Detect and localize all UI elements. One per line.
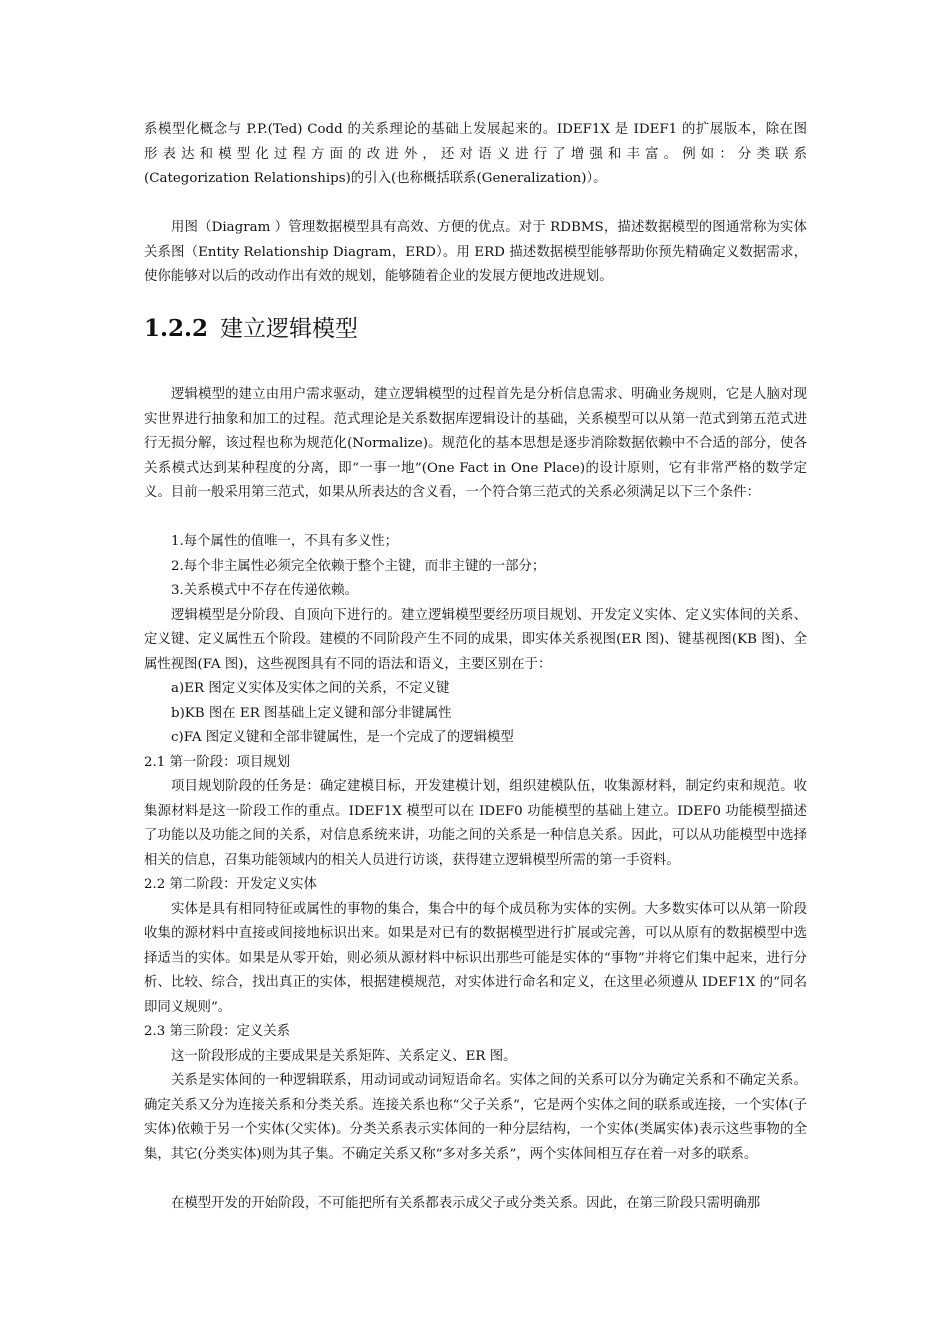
stage-2-title: 2.2 第二阶段：开发定义实体 — [144, 877, 317, 892]
intro-paragraph-1-line-1: 系模型化概念与 P.P.(Ted) Codd 的关系理论的基础上发展起来的。IDEF1X 是 IDEF1 的扩展版本，除在图 — [144, 122, 807, 137]
logic-paragraph-2: 逻辑模型是分阶段、自顶向下进行的。建立逻辑模型要经历项目规划、开发定义实体、定义实体间的关系、定义键、定义属性五个阶段。建模的不同阶段产生不同的成果，即实体关系视图(ER 图)、键基视图(KB 图)、全属性视图(FA 图)，这些视图具有不同的语法和语义，主要区别在于： — [144, 607, 807, 672]
intro-paragraph-1-line-2: 形表达和模型化过程方面的改进外，还对语义进行了增强和丰富。例如：分类联系 — [144, 146, 807, 162]
condition-item-3: 3.关系模式中不存在传递依赖。 — [171, 583, 358, 598]
stage-1-title: 2.1 第一阶段：项目规划 — [144, 754, 291, 770]
view-item-b: b)KB 图在 ER 图基础上定义键和部分非键属性 — [171, 705, 452, 721]
stage-3-body: 关系是实体间的一种逻辑联系，用动词或动词短语命名。实体之间的关系可以分为确定关系和不确定关系。确定关系又分为连接关系和分类关系。连接关系也称“父子关系”，它是两个实体之间的联系或连接，一个实体(子实体)依赖于另一个实体(父实体)。分类关系表示实体间的一种分层结构，一个实体(类属实体)表示这些事物的全集，其它(分类实体)则为其子集。不确定关系又称“多对多关系”，两个实体间相互存在着一对多的联系。 — [144, 1073, 807, 1162]
condition-item-2: 2.每个非主属性必须完全依赖于整个主键，而非主键的一部分； — [171, 558, 546, 574]
section-title: 建立逻辑模型 — [220, 316, 359, 342]
stage-3-summary: 这一阶段形成的主要成果是关系矩阵、关系定义、ER 图。 — [171, 1048, 517, 1064]
section-number: 1.2.2 — [144, 315, 209, 342]
stage-2-body: 实体是具有相同特征或属性的事物的集合，集合中的每个成员称为实体的实例。大多数实体可以从第一阶段收集的源材料中直接或间接地标识出来。如果是对已有的数据模型进行扩展或完善，可以从原有的数据模型中选择适当的实体。如果是从零开始，则必须从源材料中标识出那些可能是实体的“事物”并将它们集中起来，进行分析、比较、综合，找出真正的实体，根据建模规范，对实体进行命名和定义，在这里必须遵从 IDEF1X 的“同名即同义规则”。 — [144, 901, 807, 1015]
section-heading — [144, 312, 358, 346]
intro-paragraph-2: 用图（Diagram ）管理数据模型具有高效、方便的优点。对于 RDBMS，描述数据模型的图通常称为实体关系图（Entity Relationship Diagram，ERD）。用 ERD 描述数据模型能够帮助你预先精确定义数据需求，使你能够对以后的改动作出有效的规划，能够随着企业的发展方便地改进规划。 — [144, 220, 807, 284]
stage-1-body: 项目规划阶段的任务是：确定建模目标，开发建模计划，组织建模队伍，收集源材料，制定约束和规范。收集源材料是这一阶段工作的重点。IDEF1X 模型可以在 IDEF0 功能模型的基础上建立。IDEF0 功能模型描述了功能以及功能之间的关系，对信息系统来讲，功能之间的关系是一种信息关系。因此，可以从功能模型中选择相关的信息，召集功能领域内的相关人员进行访谈，获得建立逻辑模型所需的第一手资料。 — [144, 779, 807, 868]
stage-3-last-line: 在模型开发的开始阶段，不可能把所有关系都表示成父子或分类关系。因此，在第三阶段只需明确那 — [171, 1195, 761, 1211]
view-item-a: a)ER 图定义实体及实体之间的关系，不定义键 — [171, 681, 450, 696]
logic-paragraph-1: 逻辑模型的建立由用户需求驱动，建立逻辑模型的过程首先是分析信息需求、明确业务规则，它是人脑对现实世界进行抽象和加工的过程。范式理论是关系数据库逻辑设计的基础，关系模型可以从第一范式到第五范式进行无损分解，该过程也称为规范化(Normalize)。规范化的基本思想是逐步消除数据依赖中不合适的部分，使各关系模式达到某种程度的分离，即“一事一地”(One Fact in One Place)的设计原则，它有非常严格的数学定义。目前一般采用第三范式，如果从所表达的含义看，一个符合第三范式的关系必须满足以下三个条件： — [144, 387, 807, 500]
view-item-c: c)FA 图定义键和全部非键属性，是一个完成了的逻辑模型 — [171, 730, 514, 745]
condition-item-1: 1.每个属性的值唯一，不具有多义性； — [171, 534, 399, 549]
intro-paragraph-1-line-3: (Categorization Relationships)的引入(也称概括联系(Generalization)）。 — [144, 171, 607, 186]
stage-3-title: 2.3 第三阶段：定义关系 — [144, 1024, 291, 1039]
